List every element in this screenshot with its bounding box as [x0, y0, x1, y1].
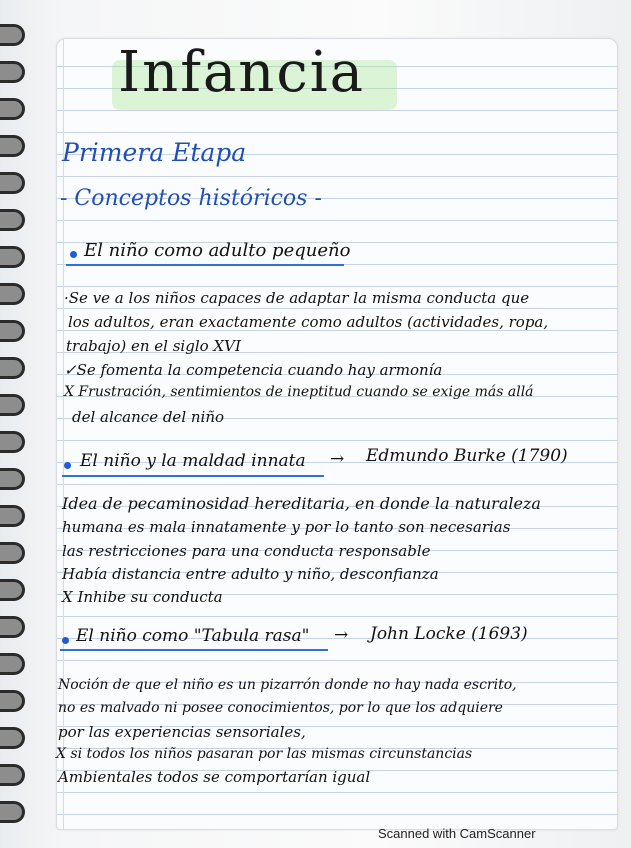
section-2-underline	[62, 475, 324, 477]
section-3-line: no es malvado ni posee conocimientos, por lo que los adquiere	[58, 700, 503, 716]
bullet-icon	[62, 637, 69, 644]
section-2-arrow: →	[330, 449, 345, 469]
section-1-line: trabajo) en el siglo XVI	[66, 337, 241, 355]
section-3-line: Noción de que el niño es un pizarrón donde no hay nada escrito,	[58, 677, 517, 693]
concepts-heading: - Conceptos históricos -	[60, 186, 322, 211]
spiral-ring-icon	[0, 431, 25, 453]
spiral-ring-icon	[0, 320, 25, 342]
section-3-underline	[60, 649, 328, 651]
section-1-heading: El niño como adulto pequeño	[84, 240, 351, 261]
section-1-underline	[66, 264, 344, 266]
notebook-spiral	[0, 0, 40, 848]
scanner-watermark: Scanned with CamScanner	[378, 826, 536, 841]
bullet-icon	[70, 251, 77, 258]
spiral-ring-icon	[0, 61, 25, 83]
spiral-ring-icon	[0, 690, 25, 712]
section-3-heading: El niño como "Tabula rasa"	[76, 626, 310, 646]
section-2-attribution: Edmundo Burke (1790)	[366, 446, 568, 466]
spiral-ring-icon	[0, 172, 25, 194]
spiral-ring-icon	[0, 542, 25, 564]
spiral-ring-icon	[0, 468, 25, 490]
section-2-line: las restricciones para una conducta responsable	[62, 542, 431, 560]
spiral-ring-icon	[0, 98, 25, 120]
spiral-ring-icon	[0, 801, 25, 823]
spiral-ring-icon	[0, 357, 25, 379]
section-1-line: del alcance del niño	[72, 408, 225, 426]
spiral-ring-icon	[0, 24, 25, 46]
section-2-line: X Inhibe su conducta	[62, 588, 223, 606]
section-2-line: Idea de pecaminosidad hereditaria, en donde la naturaleza	[62, 494, 541, 513]
spiral-ring-icon	[0, 764, 25, 786]
spiral-ring-icon	[0, 394, 25, 416]
section-1-line: ·Se ve a los niños capaces de adaptar la misma conducta que	[64, 289, 530, 307]
spiral-ring-icon	[0, 727, 25, 749]
stage-heading: Primera Etapa	[62, 138, 247, 167]
spiral-ring-icon	[0, 579, 25, 601]
spiral-ring-icon	[0, 653, 25, 675]
section-3-line: por las experiencias sensoriales,	[58, 723, 306, 741]
section-1-line: X Frustración, sentimientos de ineptitud cuando se exige más allá	[64, 384, 534, 400]
bullet-icon	[64, 462, 71, 469]
section-3-arrow: →	[334, 625, 349, 645]
spiral-ring-icon	[0, 616, 25, 638]
spiral-ring-icon	[0, 283, 25, 305]
spiral-ring-icon	[0, 246, 25, 268]
section-3-line: X si todos los niños pasaran por las mismas circunstancias	[56, 746, 473, 762]
spiral-ring-icon	[0, 209, 25, 231]
section-2-heading: El niño y la maldad innata	[80, 451, 306, 471]
section-3-attribution: John Locke (1693)	[370, 624, 528, 644]
section-2-line: Había distancia entre adulto y niño, desconfianza	[62, 565, 439, 583]
section-2-line: humana es mala innatamente y por lo tanto son necesarias	[62, 518, 511, 536]
section-1-line: los adultos, eran exactamente como adultos (actividades, ropa,	[68, 313, 549, 331]
section-3-line: Ambientales todos se comportarían igual	[58, 768, 371, 786]
section-1-line: ✓Se fomenta la competencia cuando hay armonía	[64, 361, 443, 379]
page-title: Infancia	[118, 40, 366, 105]
spiral-ring-icon	[0, 505, 25, 527]
spiral-ring-icon	[0, 135, 25, 157]
